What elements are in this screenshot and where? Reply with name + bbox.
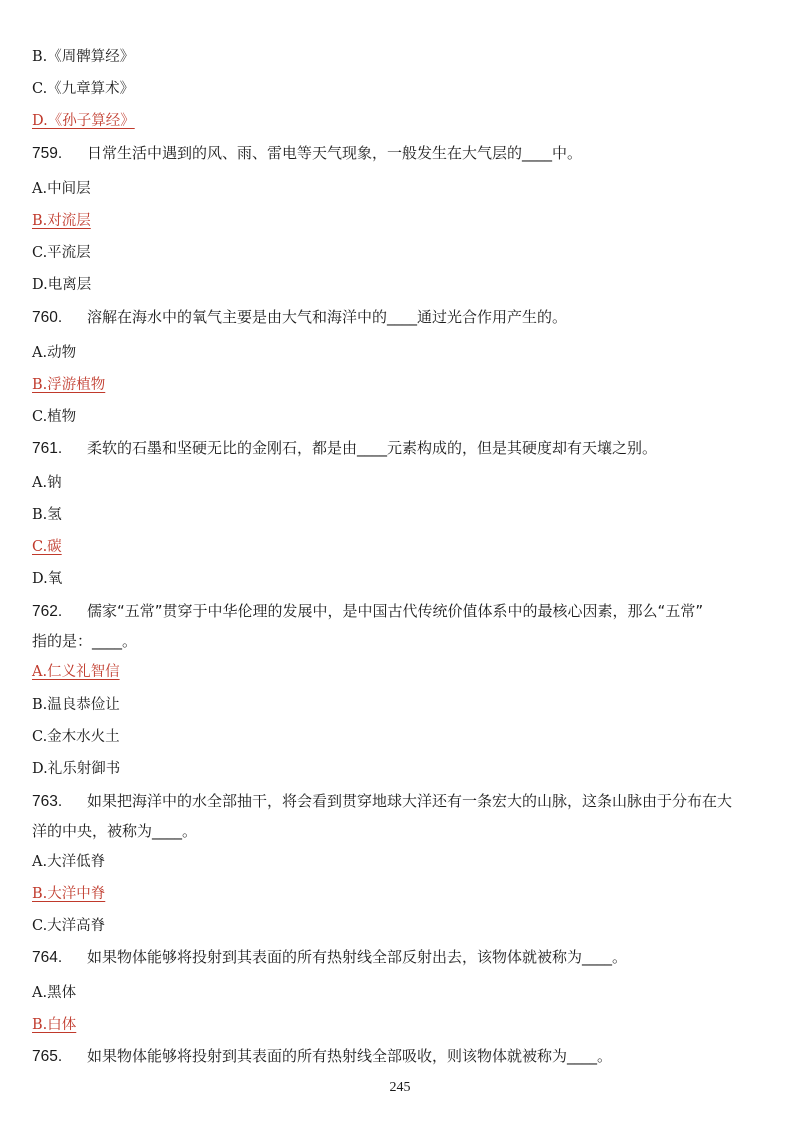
answer-option: A.大洋低脊 xyxy=(32,854,106,870)
answer-option: C.平流层 xyxy=(32,245,91,261)
question-text: 柔软的石墨和坚硬无比的金刚石，都是由____元素构成的，但是其硬度却有天壤之别。 xyxy=(87,439,658,457)
question-line xyxy=(32,306,567,327)
answer-option: C.植物 xyxy=(32,409,77,425)
answer-option: C.大洋高脊 xyxy=(32,918,106,934)
page-number: 245 xyxy=(389,1080,411,1095)
question-text: 如果物体能够将投射到其表面的所有热射线全部反射出去，该物体就被称为____。 xyxy=(87,948,628,966)
answer-option-correct: D.《孙子算经》 xyxy=(32,113,135,129)
answer-option-correct: B.浮游植物 xyxy=(32,377,106,393)
question-line xyxy=(32,437,657,458)
question-number: 760. xyxy=(32,309,63,326)
question-line xyxy=(32,790,732,811)
answer-option-correct: B.大洋中脊 xyxy=(32,886,106,902)
question-text: 如果物体能够将投射到其表面的所有热射线全部吸收，则该物体就被称为____。 xyxy=(87,1047,613,1065)
answer-option: B.温良恭俭让 xyxy=(32,697,120,713)
answer-option: D.氧 xyxy=(32,571,63,587)
question-line xyxy=(32,946,627,967)
question-line xyxy=(32,600,703,621)
question-text: 儒家“五常”贯穿于中华伦理的发展中，是中国古代传统价值体系中的最核心因素，那么“五常” xyxy=(87,602,704,620)
question-number: 763. xyxy=(32,793,63,810)
answer-option: A.动物 xyxy=(32,345,77,361)
answer-option: C.《九章算术》 xyxy=(32,81,135,97)
question-text: 日常生活中遇到的风、雨、雷电等天气现象，一般发生在大气层的____中。 xyxy=(87,144,583,162)
question-number: 765. xyxy=(32,1048,63,1065)
question-text: 如果把海洋中的水全部抽干，将会看到贯穿地球大洋还有一条宏大的山脉，这条山脉由于分布在大 xyxy=(87,792,733,810)
answer-option: A.钠 xyxy=(32,475,62,491)
answer-option: C.金木水火土 xyxy=(32,729,120,745)
answer-option-correct: C.碳 xyxy=(32,539,62,555)
question-number: 759. xyxy=(32,145,63,162)
question-number: 761. xyxy=(32,440,63,457)
question-line xyxy=(32,142,582,163)
answer-option-correct: B.对流层 xyxy=(32,213,91,229)
answer-option-correct: A.仁义礼智信 xyxy=(32,664,120,680)
answer-option: D.礼乐射御书 xyxy=(32,761,121,777)
question-number: 762. xyxy=(32,603,63,620)
answer-option: A.中间层 xyxy=(32,181,91,197)
question-text-continuation: 指的是：____。 xyxy=(32,632,138,650)
question-text-continuation: 洋的中央，被称为____。 xyxy=(32,822,198,840)
question-line xyxy=(32,1045,612,1066)
answer-option: D.电离层 xyxy=(32,277,92,293)
answer-option: B.《周髀算经》 xyxy=(32,49,135,65)
answer-option: B.氢 xyxy=(32,507,62,523)
answer-option: A.黑体 xyxy=(32,985,77,1001)
answer-option-correct: B.白体 xyxy=(32,1017,77,1033)
question-text: 溶解在海水中的氧气主要是由大气和海洋中的____通过光合作用产生的。 xyxy=(87,308,568,326)
question-number: 764. xyxy=(32,949,63,966)
